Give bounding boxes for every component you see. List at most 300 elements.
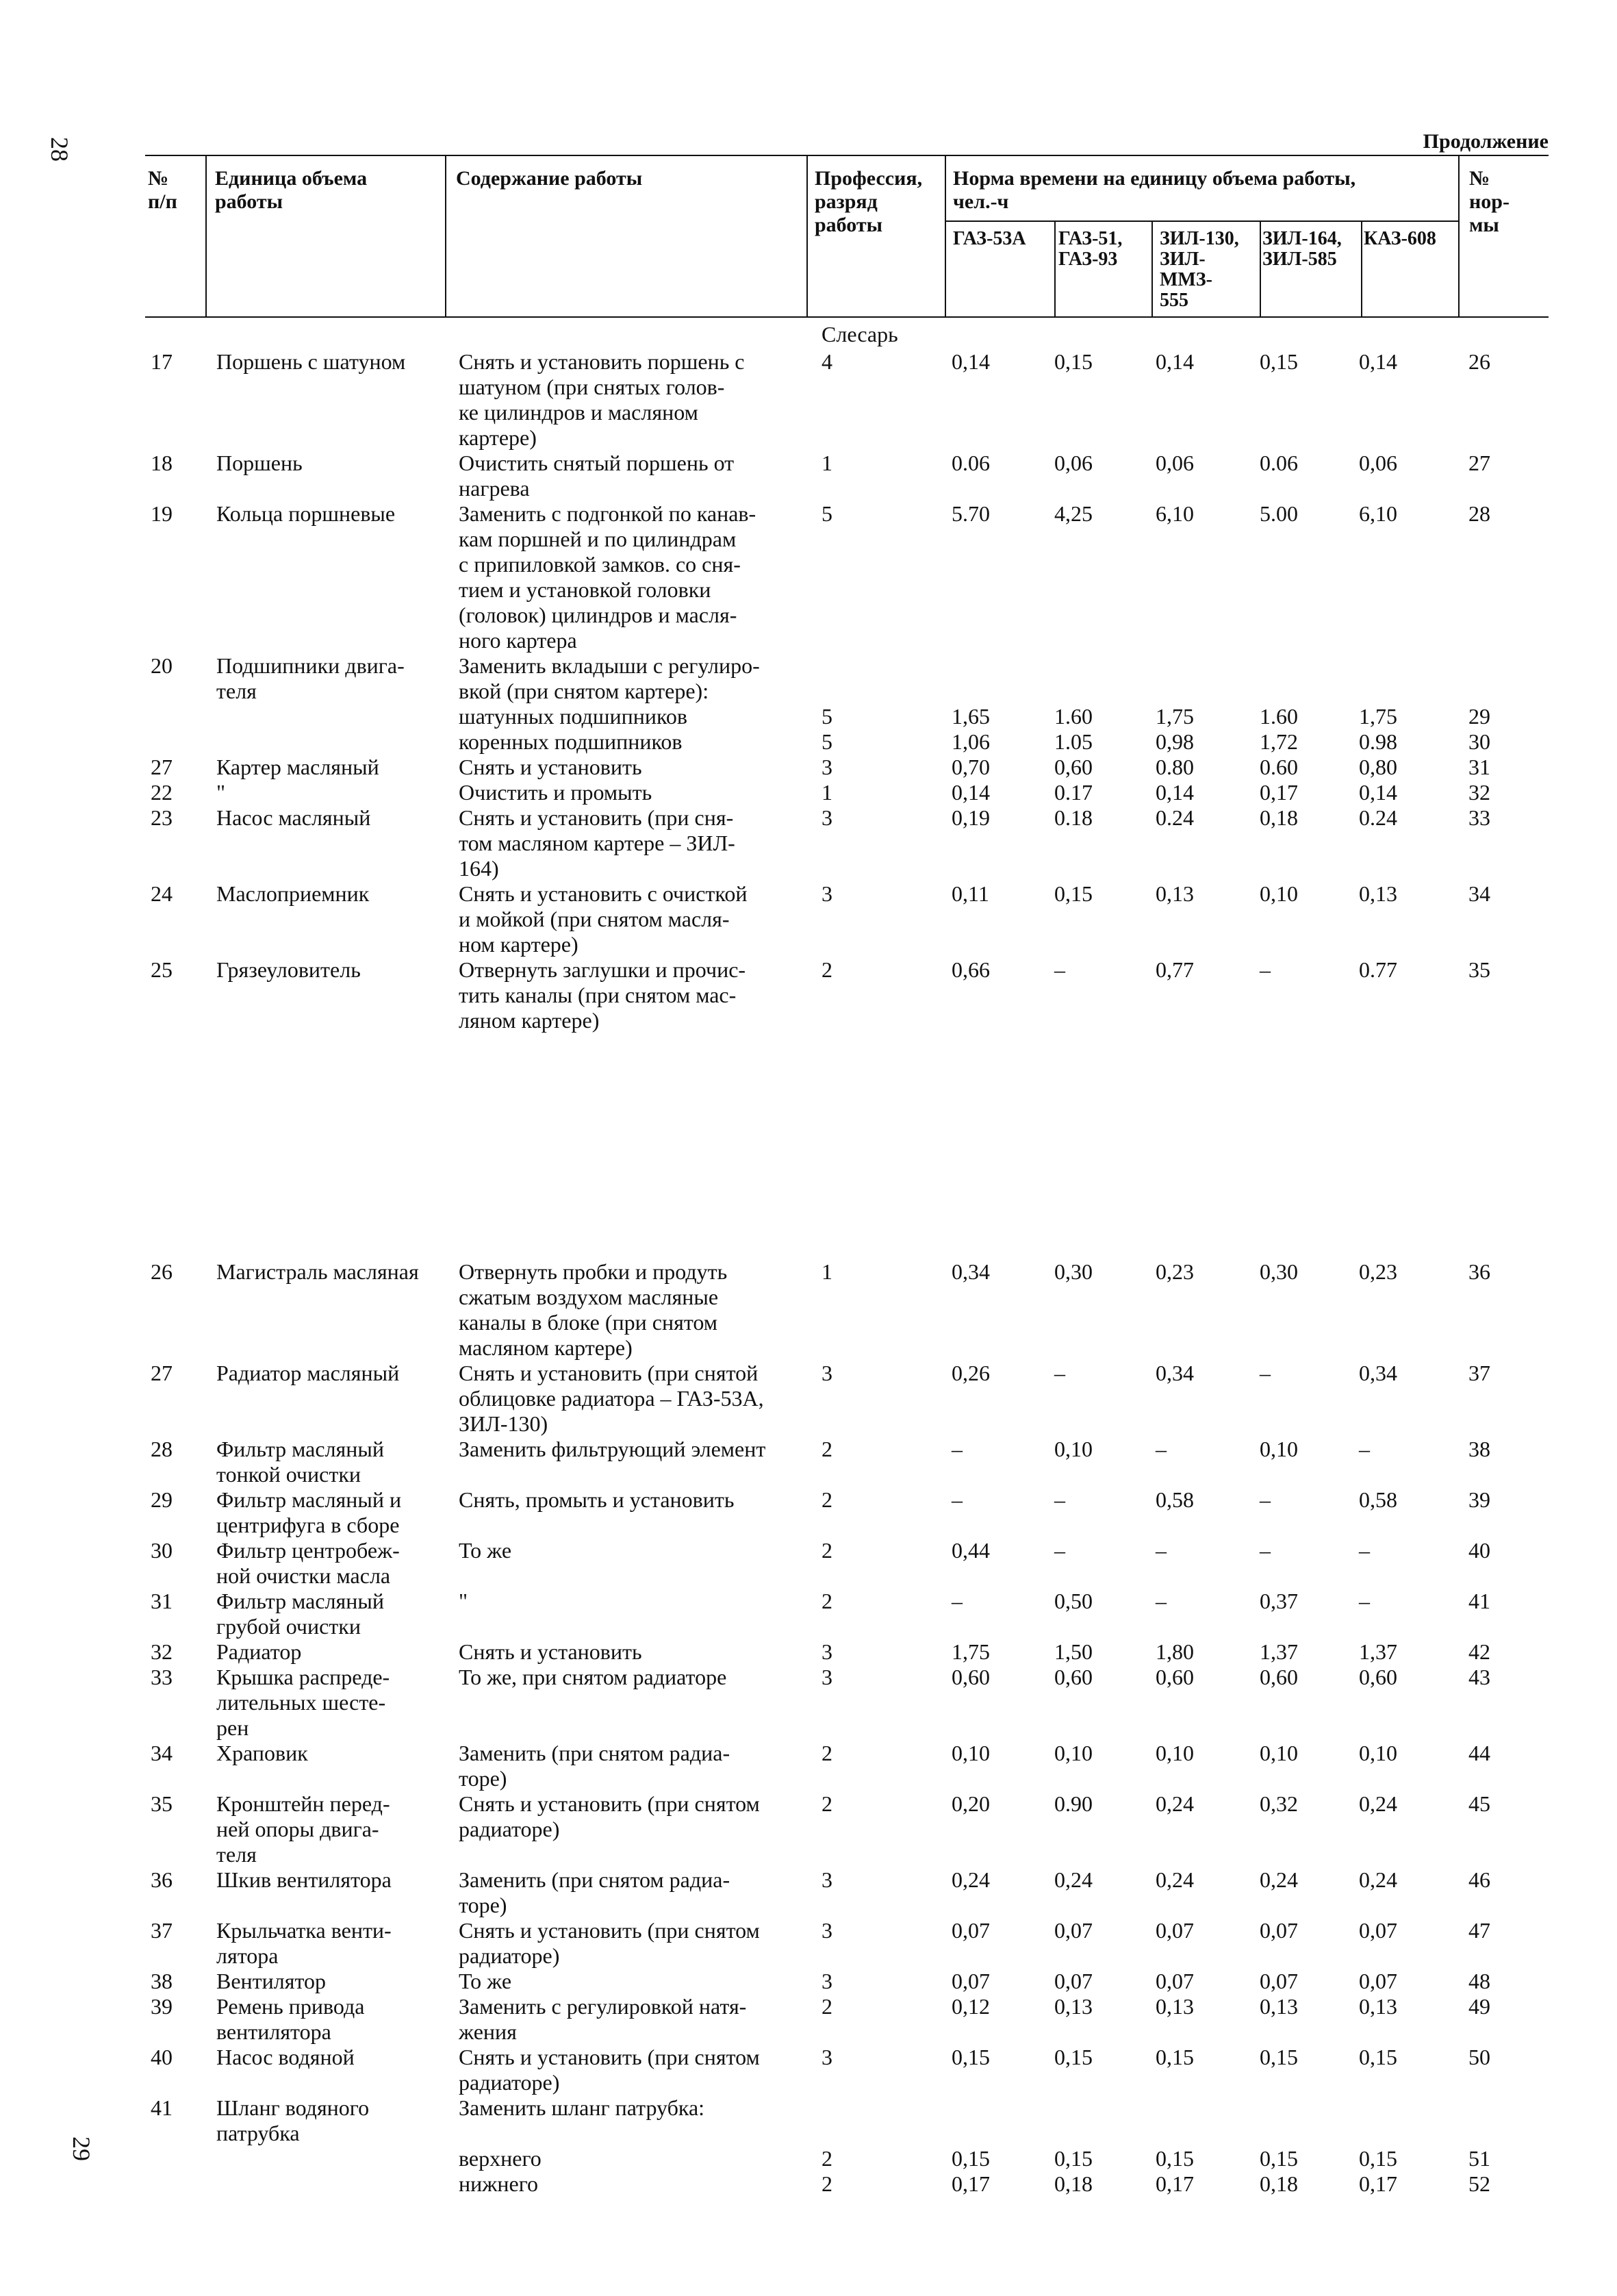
header-work: Содержание работы [456, 167, 643, 190]
norm-zil164: 0.60 [1260, 755, 1298, 779]
row-number: 33 [151, 1665, 173, 1689]
header-norm-time: Норма времени на единицу объема работы, чел.-ч [953, 167, 1356, 213]
norm-gaz51: 0,50 [1054, 1589, 1093, 1613]
norm-gaz51: 0,15 [1054, 2045, 1093, 2069]
table-row [137, 1538, 1547, 1589]
profession-grade: 2 [822, 1994, 832, 2019]
norm-zil130: 0,06 [1156, 451, 1194, 475]
norm-zil164: 0,18 [1260, 805, 1298, 830]
norm-gaz53a: 0,15 [952, 2045, 990, 2069]
row-number: 29 [151, 1487, 173, 1512]
norm-kaz608: 0,07 [1359, 1918, 1397, 1943]
work-content: Снять и установить (при снятой облицовке радиатора – ГАЗ-53А, ЗИЛ-130) [459, 1361, 764, 1436]
table-row [137, 957, 1547, 1033]
work-content: Заменить шланг патрубка: [459, 2095, 705, 2120]
table-row [137, 2045, 1547, 2095]
norm-kaz608: – [1359, 1589, 1370, 1613]
norm-gaz51: 0,07 [1054, 1918, 1093, 1943]
norm-zil164: 1.60 [1260, 704, 1298, 729]
work-content: верхнего [459, 2146, 542, 2171]
header-gaz51: ГАЗ-51, ГАЗ-93 [1058, 228, 1123, 270]
row-number: 27 [151, 755, 173, 779]
norm-number: 49 [1468, 1994, 1490, 2019]
norm-number: 28 [1468, 501, 1490, 526]
table-row [137, 501, 1547, 653]
work-unit: Фильтр центробеж- ной очистки масла [216, 1538, 400, 1588]
work-unit: Кольца поршневые [216, 501, 396, 526]
norm-zil130: 0,15 [1156, 2045, 1194, 2069]
work-unit: Насос масляный [216, 805, 371, 830]
norm-number: 27 [1468, 451, 1490, 475]
table-row [137, 1741, 1547, 1791]
table-row [137, 1791, 1547, 1867]
table-row [137, 653, 1547, 704]
norm-gaz51: 0,13 [1054, 1994, 1093, 2019]
norm-zil164: 0,10 [1260, 1741, 1298, 1765]
work-content: То же [459, 1538, 512, 1563]
work-content: Заменить фильтрующий элемент [459, 1437, 766, 1461]
work-content: Снять и установить [459, 1639, 642, 1664]
work-unit: Подшипники двига- теля [216, 653, 405, 703]
row-number: 32 [151, 1639, 173, 1664]
norm-zil164: – [1260, 957, 1271, 982]
norm-zil130: 6,10 [1156, 501, 1194, 526]
norm-zil130: 0,58 [1156, 1487, 1194, 1512]
header-top-rule [145, 155, 1549, 156]
row-number: 18 [151, 451, 173, 475]
norm-zil130: 0,24 [1156, 1867, 1194, 1892]
norm-zil164: 0,60 [1260, 1665, 1298, 1689]
work-unit: Крыльчатка венти- лятора [216, 1918, 392, 1968]
table-row [137, 1969, 1547, 1994]
work-content: То же [459, 1969, 512, 1993]
profession-grade: 1 [822, 1259, 832, 1284]
norm-zil164: 0,37 [1260, 1589, 1298, 1613]
work-unit: Кронштейн перед- ней опоры двига- теля [216, 1791, 390, 1867]
profession-grade: 3 [822, 1918, 832, 1943]
profession-grade: 3 [822, 1361, 832, 1385]
norm-gaz53a: 1,06 [952, 729, 990, 754]
norm-number: 42 [1468, 1639, 1490, 1664]
norm-gaz53a: 0,66 [952, 957, 990, 982]
norm-kaz608: 0,06 [1359, 451, 1397, 475]
norm-gaz51: 0,06 [1054, 451, 1093, 475]
norm-gaz51: – [1054, 957, 1065, 982]
row-number: 28 [151, 1437, 173, 1461]
col-divider [1361, 220, 1362, 316]
table-row [137, 1994, 1547, 2045]
norm-gaz53a: 0,15 [952, 2146, 990, 2171]
table-row [137, 2171, 1547, 2197]
norm-gaz53a: 0,34 [952, 1259, 990, 1284]
page-number-right: 29 [68, 2136, 95, 2161]
col-divider [806, 155, 808, 316]
page-number-left: 28 [46, 137, 73, 162]
row-number: 39 [151, 1994, 173, 2019]
row-number: 35 [151, 1791, 173, 1816]
norm-kaz608: 0,24 [1359, 1867, 1397, 1892]
profession-grade: 2 [822, 1538, 832, 1563]
work-unit: Крышка распреде- лительных шесте- рен [216, 1665, 390, 1740]
norm-zil164: 0,17 [1260, 780, 1298, 805]
row-number: 36 [151, 1867, 173, 1892]
profession-grade: 3 [822, 1969, 832, 1993]
norm-kaz608: 0.98 [1359, 729, 1397, 754]
norm-zil164: 0,13 [1260, 1994, 1298, 2019]
work-unit: Фильтр масляный тонкой очистки [216, 1437, 384, 1487]
table-row [137, 1361, 1547, 1437]
work-content: То же, при снятом радиаторе [459, 1665, 727, 1689]
norm-kaz608: 0,10 [1359, 1741, 1397, 1765]
norm-zil164: 0,15 [1260, 2045, 1298, 2069]
norm-zil164: 0,10 [1260, 1437, 1298, 1461]
table-row [137, 755, 1547, 780]
work-content: Заменить с регулировкой натя- жения [459, 1994, 747, 2044]
norm-gaz53a: 0,60 [952, 1665, 990, 1689]
row-number: 30 [151, 1538, 173, 1563]
norm-kaz608: 0,60 [1359, 1665, 1397, 1689]
norm-zil130: 0,23 [1156, 1259, 1194, 1284]
col-divider [1054, 220, 1056, 316]
norm-number: 40 [1468, 1538, 1490, 1563]
norm-number: 48 [1468, 1969, 1490, 1993]
header-gaz53a: ГАЗ-53А [953, 228, 1026, 249]
norm-gaz51: 0,60 [1054, 755, 1093, 779]
norm-gaz53a: – [952, 1487, 963, 1512]
work-unit: Грязеуловитель [216, 957, 361, 982]
header-num: № п/п [148, 167, 177, 213]
col-divider [1260, 220, 1261, 316]
norm-gaz53a: – [952, 1437, 963, 1461]
table-row [137, 704, 1547, 729]
row-number: 26 [151, 1259, 173, 1284]
table-row [137, 1589, 1547, 1639]
table-row [137, 2095, 1547, 2146]
work-unit: Радиатор [216, 1639, 302, 1664]
norm-kaz608: 0,15 [1359, 2045, 1397, 2069]
norm-number: 26 [1468, 349, 1490, 374]
norm-zil130: 0,17 [1156, 2171, 1194, 2196]
table-row [137, 1918, 1547, 1969]
profession-grade: 1 [822, 451, 832, 475]
norm-gaz51: 0,18 [1054, 2171, 1093, 2196]
norm-kaz608: – [1359, 1437, 1370, 1461]
norm-kaz608: 0,80 [1359, 755, 1397, 779]
norm-number: 33 [1468, 805, 1490, 830]
profession-grade: 2 [822, 1437, 832, 1461]
norm-zil164: 0,32 [1260, 1791, 1298, 1816]
work-content: нижнего [459, 2171, 539, 2196]
header-zil130: ЗИЛ-130, ЗИЛ- ММЗ- 555 [1160, 228, 1239, 311]
norm-gaz53a: 0,20 [952, 1791, 990, 1816]
norm-gaz51: 0,07 [1054, 1969, 1093, 1993]
table-row [137, 1639, 1547, 1665]
table-row [137, 780, 1547, 805]
norm-zil164: – [1260, 1361, 1271, 1385]
norm-gaz53a: 5.70 [952, 501, 990, 526]
row-number: 31 [151, 1589, 173, 1613]
col-divider [445, 155, 446, 316]
profession-grade: 5 [822, 729, 832, 754]
norm-zil164: 0.06 [1260, 451, 1298, 475]
work-unit: Фильтр масляный и центрифуга в сборе [216, 1487, 402, 1537]
row-number: 23 [151, 805, 173, 830]
norm-zil164: 0,15 [1260, 2146, 1298, 2171]
norm-number: 46 [1468, 1867, 1490, 1892]
norm-zil130: 0,34 [1156, 1361, 1194, 1385]
norm-kaz608: 0,23 [1359, 1259, 1397, 1284]
norm-zil164: 0,24 [1260, 1867, 1298, 1892]
row-number: 37 [151, 1918, 173, 1943]
norm-zil130: 0,15 [1156, 2146, 1194, 2171]
norm-kaz608: 0,14 [1359, 349, 1397, 374]
norm-kaz608: – [1359, 1538, 1370, 1563]
norm-zil164: 0,30 [1260, 1259, 1298, 1284]
profession-grade: 4 [822, 349, 832, 374]
profession-grade: 3 [822, 881, 832, 906]
norm-number: 41 [1468, 1589, 1490, 1613]
norm-gaz53a: 0,10 [952, 1741, 990, 1765]
row-number: 24 [151, 881, 173, 906]
work-content: Заменить (при снятом радиа- торе) [459, 1741, 730, 1791]
work-content: коренных подшипников [459, 729, 683, 754]
profession-label: Слесарь [822, 322, 898, 346]
norm-gaz53a: 0,12 [952, 1994, 990, 2019]
norm-kaz608: 1,37 [1359, 1639, 1397, 1664]
continuation-label: Продолжение [1423, 130, 1549, 153]
header-norm-number: № нор- мы [1469, 167, 1510, 236]
work-unit: Вентилятор [216, 1969, 327, 1993]
norm-gaz51: 0,30 [1054, 1259, 1093, 1284]
norm-kaz608: 0,13 [1359, 881, 1397, 906]
work-unit: Шкив вентилятора [216, 1867, 392, 1892]
work-unit: Насос водяной [216, 2045, 355, 2069]
norm-kaz608: 0,07 [1359, 1969, 1397, 1993]
norm-zil130: 0,77 [1156, 957, 1194, 982]
norm-gaz53a: 0,14 [952, 349, 990, 374]
norm-gaz53a: 1,65 [952, 704, 990, 729]
norm-zil164: 0,18 [1260, 2171, 1298, 2196]
work-unit: " [216, 780, 226, 805]
norm-gaz51: 0.18 [1054, 805, 1093, 830]
norm-gaz53a: 0,17 [952, 2171, 990, 2196]
work-content: " [459, 1589, 468, 1613]
norm-zil130: 0,13 [1156, 881, 1194, 906]
norm-zil130: 0,98 [1156, 729, 1194, 754]
profession-grade: 3 [822, 1639, 832, 1664]
table-row [137, 349, 1547, 451]
norm-number: 38 [1468, 1437, 1490, 1461]
table-body [137, 322, 1547, 2197]
norm-zil130: 0,24 [1156, 1791, 1194, 1816]
norm-number: 31 [1468, 755, 1490, 779]
table-row [137, 1665, 1547, 1741]
norm-zil130: 1,75 [1156, 704, 1194, 729]
norm-gaz53a: – [952, 1589, 963, 1613]
norm-gaz53a: 0,11 [952, 881, 989, 906]
norm-zil130: 0.24 [1156, 805, 1194, 830]
profession-grade: 3 [822, 1867, 832, 1892]
work-content: Снять, промыть и установить [459, 1487, 735, 1512]
norm-gaz51: 0,10 [1054, 1437, 1093, 1461]
norm-gaz51: 0.90 [1054, 1791, 1093, 1816]
work-content: Снять и установить (при снятом радиаторе) [459, 1791, 760, 1841]
row-number: 27 [151, 1361, 173, 1385]
work-content: Снять и установить (при снятом радиаторе) [459, 2045, 760, 2095]
header-zil164: ЗИЛ-164, ЗИЛ-585 [1262, 228, 1342, 270]
norm-gaz53a: 0,26 [952, 1361, 990, 1385]
profession-grade: 5 [822, 501, 832, 526]
norm-zil130: 0,07 [1156, 1969, 1194, 1993]
norm-zil130: – [1156, 1538, 1167, 1563]
norm-number: 45 [1468, 1791, 1490, 1816]
norm-number: 36 [1468, 1259, 1490, 1284]
norm-zil130: 0,13 [1156, 1994, 1194, 2019]
table-row [137, 881, 1547, 957]
norm-kaz608: 0,14 [1359, 780, 1397, 805]
work-content: Очистить и промыть [459, 780, 652, 805]
norm-zil164: 1,72 [1260, 729, 1298, 754]
norm-number: 34 [1468, 881, 1490, 906]
norm-zil164: 0,10 [1260, 881, 1298, 906]
table-row [137, 805, 1547, 881]
norm-gaz51: 0,15 [1054, 881, 1093, 906]
norm-gaz53a: 0,14 [952, 780, 990, 805]
profession-grade: 1 [822, 780, 832, 805]
col-divider [1458, 155, 1460, 316]
norm-number: 52 [1468, 2171, 1490, 2196]
header-kaz608: КАЗ-608 [1364, 228, 1436, 249]
col-divider [1151, 220, 1153, 316]
norm-number: 43 [1468, 1665, 1490, 1689]
header-bottom-rule [145, 316, 1549, 318]
table-row [137, 1259, 1547, 1361]
norm-zil164: – [1260, 1538, 1271, 1563]
norm-gaz53a: 0,24 [952, 1867, 990, 1892]
row-number: 34 [151, 1741, 173, 1765]
work-content: Снять и установить (при сня- том масляном картере – ЗИЛ- 164) [459, 805, 735, 881]
row-number: 40 [151, 2045, 173, 2069]
norm-gaz53a: 1,75 [952, 1639, 990, 1664]
work-unit: Шланг водяного патрубка [216, 2095, 370, 2145]
work-unit: Фильтр масляный грубой очистки [216, 1589, 384, 1639]
table-row [137, 1487, 1547, 1538]
norm-gaz51: – [1054, 1361, 1065, 1385]
row-number: 20 [151, 653, 173, 678]
norm-kaz608: 1,75 [1359, 704, 1397, 729]
norm-number: 32 [1468, 780, 1490, 805]
work-unit: Храповик [216, 1741, 308, 1765]
table-row [137, 1867, 1547, 1918]
norm-gaz53a: 0,70 [952, 755, 990, 779]
profession-grade: 2 [822, 1791, 832, 1816]
work-content: Заменить (при снятом радиа- торе) [459, 1867, 730, 1917]
row-number: 38 [151, 1969, 173, 1993]
norm-zil164: – [1260, 1487, 1271, 1512]
norm-number: 35 [1468, 957, 1490, 982]
norm-gaz51: 0,10 [1054, 1741, 1093, 1765]
norm-gaz53a: 0,07 [952, 1969, 990, 1993]
norm-gaz51: 1,50 [1054, 1639, 1093, 1664]
norm-zil164: 5.00 [1260, 501, 1298, 526]
norm-kaz608: 0,24 [1359, 1791, 1397, 1816]
norm-zil130: 0.80 [1156, 755, 1194, 779]
norm-kaz608: 0,13 [1359, 1994, 1397, 2019]
work-content: Заменить вкладыши с регулиро- вкой (при снятом картере): [459, 653, 760, 703]
norm-gaz51: 0,60 [1054, 1665, 1093, 1689]
norm-kaz608: 0.77 [1359, 957, 1397, 982]
norm-gaz53a: 0,07 [952, 1918, 990, 1943]
table-row [137, 1437, 1547, 1487]
norm-zil164: 1,37 [1260, 1639, 1298, 1664]
norm-number: 30 [1468, 729, 1490, 754]
row-number: 22 [151, 780, 173, 805]
row-number: 17 [151, 349, 173, 374]
profession-grade: 3 [822, 805, 832, 830]
profession-grade: 2 [822, 957, 832, 982]
col-divider [205, 155, 207, 316]
work-unit: Поршень с шатуном [216, 349, 406, 374]
profession-grade: 2 [822, 1589, 832, 1613]
norm-gaz53a: 0,19 [952, 805, 990, 830]
work-unit: Маслоприемник [216, 881, 370, 906]
norm-gaz51: 1.60 [1054, 704, 1093, 729]
profession-grade: 3 [822, 2045, 832, 2069]
norm-number: 37 [1468, 1361, 1490, 1385]
norm-gaz51: 4,25 [1054, 501, 1093, 526]
work-content: Снять и установить (при снятом радиаторе) [459, 1918, 760, 1968]
header-profession: Профессия, разряд работы [815, 167, 923, 236]
work-unit: Ремень привода вентилятора [216, 1994, 365, 2044]
norm-number: 51 [1468, 2146, 1490, 2171]
work-content: Очистить снятый поршень от нагрева [459, 451, 735, 501]
norm-zil164: 0,15 [1260, 349, 1298, 374]
norm-number: 39 [1468, 1487, 1490, 1512]
work-content: Снять и установить с очисткой и мойкой (при снятом масля- ном картере) [459, 881, 748, 957]
norm-gaz51: – [1054, 1487, 1065, 1512]
row-number: 41 [151, 2095, 173, 2120]
row-number: 25 [151, 957, 173, 982]
norm-gaz51: 0.17 [1054, 780, 1093, 805]
norm-gaz51: 1.05 [1054, 729, 1093, 754]
profession-grade: 3 [822, 755, 832, 779]
profession-grade: 3 [822, 1665, 832, 1689]
norm-gaz53a: 0,44 [952, 1538, 990, 1563]
work-unit: Магистраль масляная [216, 1259, 419, 1284]
work-content: Снять и установить поршень с шатуном (при снятых голов- ке цилиндров и масляном картере) [459, 349, 745, 450]
header-unit: Единица объема работы [215, 167, 368, 213]
profession-grade: 2 [822, 1741, 832, 1765]
profession-row [137, 322, 1547, 349]
table-row [137, 729, 1547, 755]
norm-gaz51: 0,15 [1054, 2146, 1093, 2171]
norm-kaz608: 0,34 [1359, 1361, 1397, 1385]
header-sub-rule [945, 220, 1458, 222]
work-content: Отвернуть заглушки и прочис- тить каналы (при снятом мас- ляном картере) [459, 957, 746, 1033]
norm-zil130: 0,14 [1156, 780, 1194, 805]
work-content: Заменить с подгонкой по канав- кам поршней и по цилиндрам с припиловкой замков. со сня- тием и установкой головки (головок) цилиндров и масля- ного картера [459, 501, 756, 653]
norm-kaz608: 0,17 [1359, 2171, 1397, 2196]
norm-zil130: – [1156, 1437, 1167, 1461]
norm-gaz53a: 0.06 [952, 451, 990, 475]
norm-zil164: 0,07 [1260, 1918, 1298, 1943]
profession-grade: 2 [822, 2171, 832, 2196]
work-unit: Радиатор масляный [216, 1361, 400, 1385]
norm-kaz608: 0,58 [1359, 1487, 1397, 1512]
work-content: Отвернуть пробки и продуть сжатым воздухом масляные каналы в блоке (при снятом масляном картере) [459, 1259, 728, 1360]
work-unit: Картер масляный [216, 755, 379, 779]
norm-gaz51: 0,24 [1054, 1867, 1093, 1892]
